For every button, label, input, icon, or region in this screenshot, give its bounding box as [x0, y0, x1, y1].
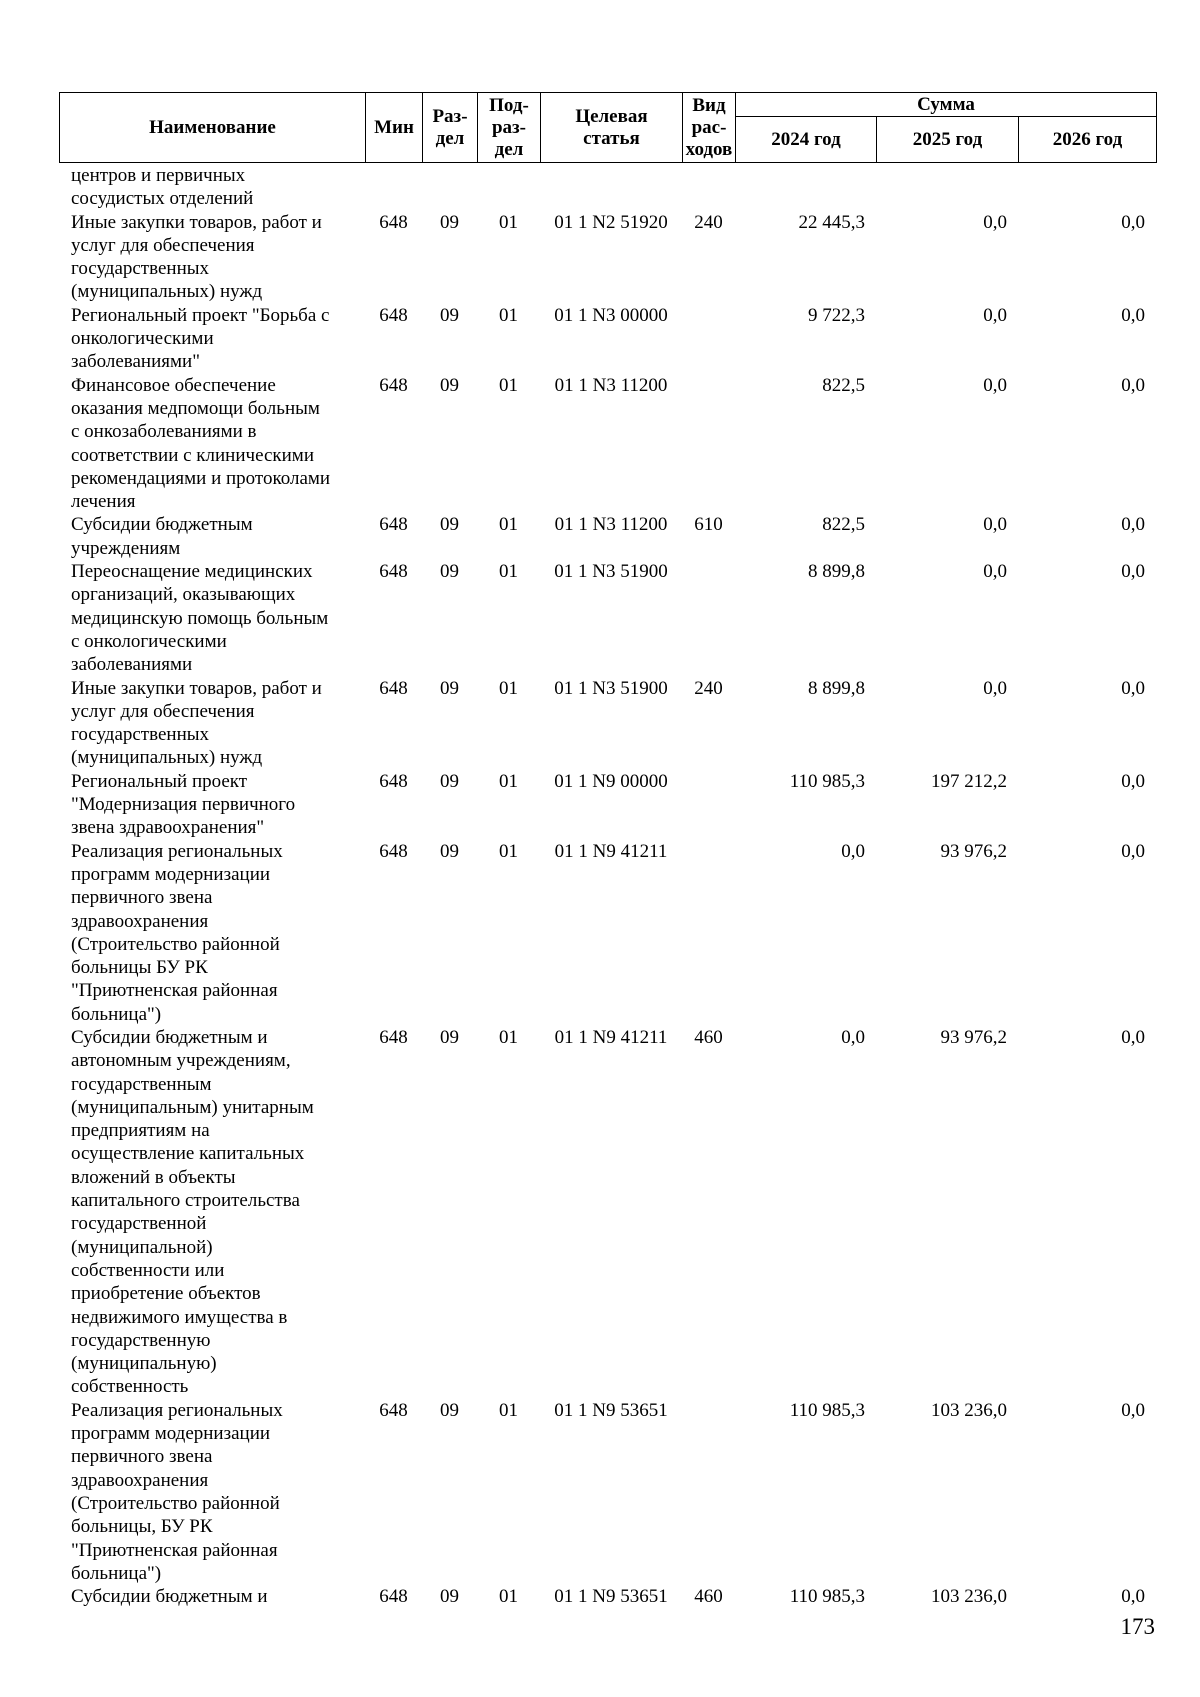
row-name: Региональный проект "Модернизация первичного звена здравоохранения": [71, 770, 296, 839]
row-2024: 110 985,3: [789, 1586, 865, 1608]
row-podrazdel: 01: [499, 677, 518, 699]
row-statya: 01 1 N3 51900: [554, 561, 668, 583]
header-razdel: Раз- дел: [423, 93, 478, 163]
row-2025: 103 236,0: [931, 1399, 1007, 1421]
row-podrazdel: 01: [499, 561, 518, 583]
row-razdel: 09: [440, 304, 459, 326]
row-min: 648: [379, 1586, 408, 1608]
row-statya: 01 1 N9 41211: [554, 1026, 668, 1048]
row-vid: 240: [694, 211, 723, 233]
row-min: [365, 164, 422, 211]
row-razdel: 09: [440, 1399, 459, 1421]
row-podrazdel: 01: [499, 840, 518, 862]
row-min: 648: [379, 374, 408, 396]
header-2026: 2026 год: [1019, 117, 1157, 163]
row-2025: 93 976,2: [940, 840, 1007, 862]
row-podrazdel: 01: [499, 211, 518, 233]
row-2026: 0,0: [1121, 374, 1145, 396]
table-row: [59, 677, 1156, 770]
row-name: Иные закупки товаров, работ и услуг для обеспечения государственных (муниципальных) нужд: [71, 677, 322, 769]
row-2024: 0,0: [841, 840, 865, 862]
row-vid: [682, 840, 735, 1026]
row-2026: 0,0: [1121, 770, 1145, 792]
row-statya: 01 1 N9 53651: [554, 1586, 668, 1608]
row-razdel: 09: [440, 374, 459, 396]
row-vid: 460: [694, 1026, 723, 1048]
row-min: 648: [379, 1399, 408, 1421]
row-vid: [682, 374, 735, 514]
table-row: [59, 513, 1156, 560]
row-statya: 01 1 N9 00000: [554, 770, 668, 792]
row-podrazdel: 01: [499, 770, 518, 792]
row-name: Иные закупки товаров, работ и услуг для обеспечения государственных (муниципальных) нужд: [71, 211, 322, 303]
row-name: Реализация региональных программ модернизации первичного звена здравоохранения (Строительство районной больницы, БУ РК "Приютненская районная больница"): [71, 1399, 283, 1584]
row-2024: [735, 164, 876, 211]
table-row: [59, 840, 1156, 1026]
row-vid: [682, 304, 735, 374]
row-name: Финансовое обеспечение оказания медпомощи больным с онкозаболеваниями в соответствии с клиническими рекомендациями и протоколами лечения: [71, 374, 331, 513]
row-2024: 8 899,8: [808, 677, 865, 699]
row-statya: 01 1 N3 11200: [554, 374, 668, 396]
row-2025: 0,0: [983, 211, 1007, 233]
row-statya: 01 1 N3 51900: [554, 677, 668, 699]
row-razdel: 09: [440, 770, 459, 792]
header-statya: Целевая статья: [541, 93, 683, 163]
header-name: Наименование: [60, 93, 366, 163]
row-2024: 822,5: [822, 514, 865, 536]
row-2024: 822,5: [822, 374, 865, 396]
row-razdel: 09: [440, 514, 459, 536]
row-2025: 103 236,0: [931, 1586, 1007, 1608]
row-podrazdel: 01: [499, 374, 518, 396]
row-min: 648: [379, 211, 408, 233]
row-2026: 0,0: [1121, 1026, 1145, 1048]
row-2024: 22 445,3: [798, 211, 865, 233]
row-statya: 01 1 N2 51920: [554, 211, 668, 233]
row-podrazdel: 01: [499, 1399, 518, 1421]
row-min: 648: [379, 304, 408, 326]
table-row: [59, 304, 1156, 374]
table-row: [59, 164, 1156, 211]
row-name: Реализация региональных программ модернизации первичного звена здравоохранения (Строительство районной больницы БУ РК "Приютненская районная больница"): [71, 840, 283, 1025]
row-statya: 01 1 N9 41211: [554, 840, 668, 862]
row-vid: [682, 770, 735, 840]
row-2026: [1018, 164, 1156, 211]
row-2024: 110 985,3: [789, 1399, 865, 1421]
row-name: Субсидии бюджетным и автономным учреждениям, государственным (муниципальным) унитарным предприятиям на осуществление капитальных вложений в объекты капитального строительства государственной (муниципальной) собственности или приобретение объектов недвижимого имущества в государственную (муниципальную) собственность: [71, 1026, 314, 1398]
row-2025: 0,0: [983, 514, 1007, 536]
row-razdel: 09: [440, 1586, 459, 1608]
row-razdel: 09: [440, 561, 459, 583]
table-row: [59, 211, 1156, 304]
row-razdel: 09: [440, 211, 459, 233]
row-2026: 0,0: [1121, 677, 1145, 699]
row-2025: 0,0: [983, 561, 1007, 583]
row-podrazdel: 01: [499, 1586, 518, 1608]
row-vid: [682, 164, 735, 211]
row-name: Субсидии бюджетным и: [71, 1586, 268, 1608]
table-row: [59, 770, 1156, 840]
row-2026: 0,0: [1121, 304, 1145, 326]
row-vid: 240: [694, 677, 723, 699]
row-2025: 0,0: [983, 374, 1007, 396]
page-number: 173: [1120, 1614, 1155, 1639]
table-row: [59, 1399, 1156, 1585]
row-2025: 197 212,2: [931, 770, 1007, 792]
row-podrazdel: 01: [499, 304, 518, 326]
row-2025: 0,0: [983, 304, 1007, 326]
header-2025: 2025 год: [877, 117, 1019, 163]
row-name: Субсидии бюджетным учреждениям: [71, 514, 253, 559]
row-2026: 0,0: [1121, 514, 1145, 536]
row-2026: 0,0: [1121, 561, 1145, 583]
row-2025: [876, 164, 1018, 211]
row-2024: 8 899,8: [808, 561, 865, 583]
row-podrazdel: [477, 164, 540, 211]
row-2026: 0,0: [1121, 840, 1145, 862]
row-min: 648: [379, 840, 408, 862]
table-row: [59, 560, 1156, 676]
row-vid: [682, 560, 735, 676]
header-podrazdel: Под- раз- дел: [478, 93, 541, 163]
row-vid: [682, 1399, 735, 1585]
row-2026: 0,0: [1121, 1586, 1145, 1608]
row-name: Переоснащение медицинских организаций, оказывающих медицинскую помощь больным с онкологическими заболеваниями: [71, 561, 329, 676]
row-razdel: 09: [440, 677, 459, 699]
row-statya: 01 1 N9 53651: [554, 1399, 668, 1421]
header-min: Мин: [366, 93, 423, 163]
row-2026: 0,0: [1121, 1399, 1145, 1421]
table-row: [59, 1026, 1156, 1399]
table-row: [59, 374, 1156, 514]
row-min: 648: [379, 561, 408, 583]
row-name: центров и первичных сосудистых отделений: [71, 165, 254, 210]
row-2024: 110 985,3: [789, 770, 865, 792]
row-min: 648: [379, 514, 408, 536]
row-statya: 01 1 N3 11200: [554, 514, 668, 536]
header-2024: 2024 год: [736, 117, 877, 163]
row-2025: 93 976,2: [940, 1026, 1007, 1048]
row-min: 648: [379, 770, 408, 792]
row-2026: 0,0: [1121, 211, 1145, 233]
row-statya: 01 1 N3 00000: [554, 304, 668, 326]
row-name: Региональный проект "Борьба с онкологическими заболеваниями": [71, 304, 330, 373]
row-2024: 0,0: [841, 1026, 865, 1048]
row-razdel: 09: [440, 840, 459, 862]
header-vid: Вид рас- ходов: [683, 93, 736, 163]
row-razdel: [422, 164, 477, 211]
row-vid: 460: [694, 1586, 723, 1608]
row-2024: 9 722,3: [808, 304, 865, 326]
row-statya: [540, 164, 682, 211]
row-podrazdel: 01: [499, 514, 518, 536]
row-vid: 610: [694, 514, 723, 536]
table-header: [59, 92, 1157, 163]
row-2025: 0,0: [983, 677, 1007, 699]
table-body: [59, 164, 1156, 1608]
row-min: 648: [379, 1026, 408, 1048]
table-row: [59, 1585, 1156, 1608]
row-razdel: 09: [440, 1026, 459, 1048]
header-summa: Сумма: [736, 93, 1157, 117]
row-podrazdel: 01: [499, 1026, 518, 1048]
row-min: 648: [379, 677, 408, 699]
